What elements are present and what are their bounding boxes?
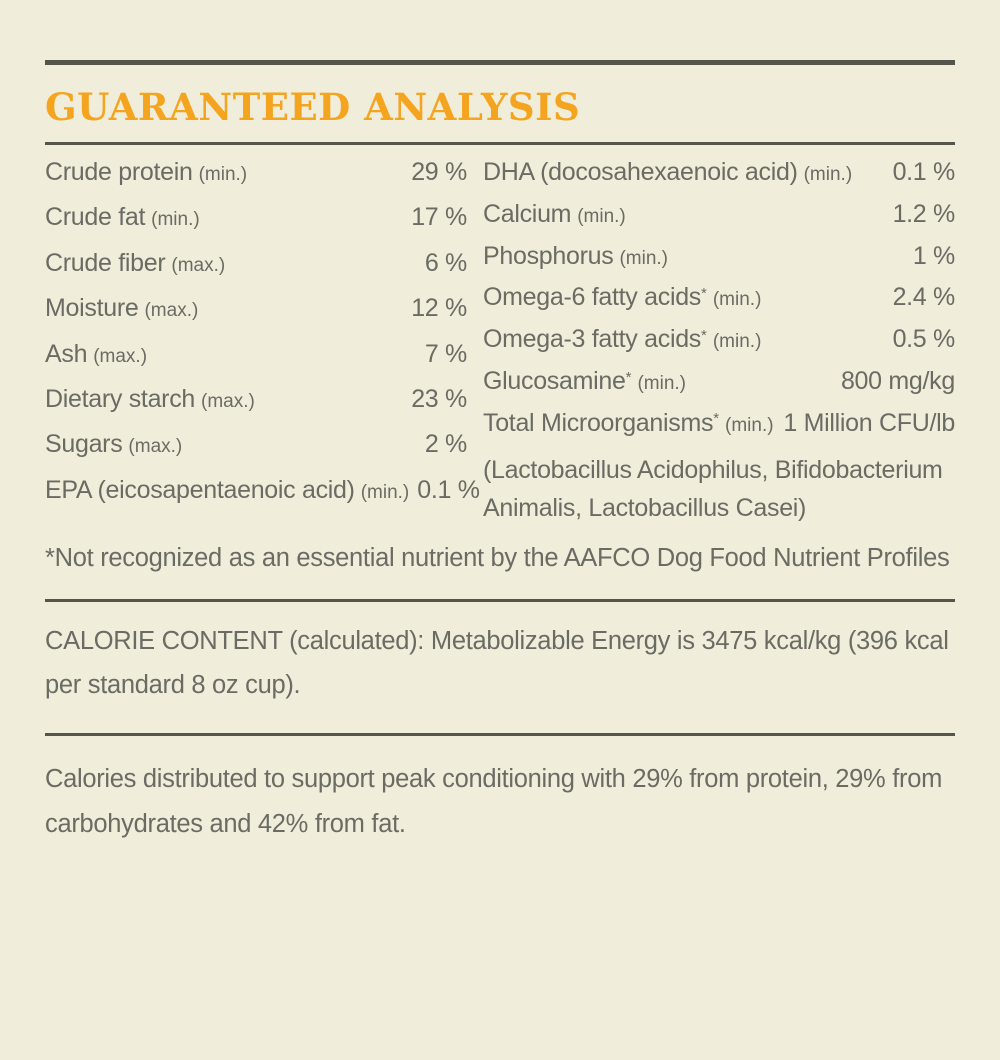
nutrient-value: 0.5 % <box>892 325 955 354</box>
analysis-table <box>45 158 955 527</box>
nutrient-value: 1 Million CFU/lb <box>783 408 955 437</box>
nutrient-value: 800 mg/kg <box>840 366 955 395</box>
nutrient-qualifier: (max.) <box>144 300 199 322</box>
nutrient-value: 1 % <box>912 241 955 270</box>
asterisk-marker: * <box>625 368 632 386</box>
analysis-row-phosphorus <box>483 242 955 284</box>
nutrient-value: 0.1 % <box>417 475 480 504</box>
nutrient-value: 6 % <box>424 248 467 277</box>
nutrient-name: Phosphorus <box>483 241 614 270</box>
analysis-row-omega-6 <box>483 283 955 325</box>
analysis-column-left <box>45 158 480 527</box>
analysis-row-calcium <box>483 200 955 242</box>
analysis-row-omega-3 <box>483 325 955 367</box>
microorganisms-species-list: (Lactobacillus Acidophilus, Bifidobacterium Animalis, Lactobacillus Casei) <box>483 455 943 522</box>
nutrient-qualifier: (min.) <box>712 289 762 311</box>
nutrient-value: 17 % <box>411 203 467 232</box>
analysis-row-ash <box>45 340 467 385</box>
analysis-row-total-microorganisms <box>483 409 955 451</box>
analysis-row-crude-fat <box>45 203 467 248</box>
analysis-row-moisture <box>45 294 467 339</box>
title-divider <box>45 142 955 145</box>
calorie-divider <box>45 599 955 602</box>
nutrient-name: Crude fat <box>45 203 146 232</box>
nutrient-value: 2 % <box>424 430 467 459</box>
analysis-row-dietary-starch <box>45 385 467 430</box>
nutrient-name: Ash <box>45 339 88 368</box>
nutrient-value: 23 % <box>411 384 467 413</box>
nutrient-value: 7 % <box>424 339 467 368</box>
analysis-row-crude-fiber <box>45 249 467 294</box>
calorie-distribution-text: Calories distributed to support peak conditioning with 29% from protein, 29% from carbohydrates and 42% from fat. <box>45 764 943 838</box>
nutrient-name: Dietary starch <box>45 384 196 413</box>
nutrient-qualifier: (max.) <box>128 436 183 458</box>
nutrient-name: Glucosamine <box>483 366 626 395</box>
nutrient-name: Moisture <box>45 294 139 323</box>
section-title: GUARANTEED ANALYSIS <box>45 85 581 129</box>
nutrient-name: Omega-6 fatty acids <box>483 283 702 312</box>
distribution-divider <box>45 733 955 736</box>
nutrient-value: 0.1 % <box>892 158 955 186</box>
nutrient-name: Crude protein <box>45 158 193 186</box>
nutrient-qualifier: (max.) <box>201 390 255 412</box>
nutrient-qualifier: (min.) <box>619 247 668 269</box>
nutrient-qualifier: (min.) <box>803 164 853 185</box>
top-divider <box>45 60 955 65</box>
nutrient-name: Calcium <box>483 199 572 228</box>
analysis-row-sugars <box>45 430 467 475</box>
nutrient-value: 1.2 % <box>892 199 955 228</box>
nutrient-value: 12 % <box>411 294 467 323</box>
asterisk-marker: * <box>713 410 720 428</box>
calorie-content-text: CALORIE CONTENT (calculated): Metabolizable Energy is 3475 kcal/kg (396 kcal per standard 8 oz cup). <box>45 626 949 699</box>
analysis-row-dha <box>483 158 955 200</box>
analysis-row-epa <box>45 475 480 521</box>
analysis-row-glucosamine <box>483 367 955 409</box>
nutrient-value: 29 % <box>411 158 467 186</box>
nutrient-name: Sugars <box>45 430 123 459</box>
nutrient-qualifier: (max.) <box>171 254 226 276</box>
nutrient-qualifier: (min.) <box>725 414 774 436</box>
asterisk-marker: * <box>701 326 707 344</box>
nutrient-qualifier: (min.) <box>360 481 410 503</box>
nutrient-name: DHA (docosahexaenoic acid) <box>483 158 798 186</box>
nutrient-qualifier: (min.) <box>637 372 687 394</box>
nutrient-name: Omega-3 fatty acids <box>483 325 702 354</box>
nutrient-name: Total Microorganisms <box>483 408 714 437</box>
nutrient-qualifier: (max.) <box>93 345 148 367</box>
nutrient-qualifier: (min.) <box>151 209 200 231</box>
nutrient-value: 2.4 % <box>892 283 955 312</box>
analysis-row-crude-protein <box>45 158 467 203</box>
nutrient-qualifier: (min.) <box>198 164 248 185</box>
nutrient-qualifier: (min.) <box>577 205 626 227</box>
nutrient-qualifier: (min.) <box>712 331 762 353</box>
nutrient-name: Crude fiber <box>45 248 166 277</box>
analysis-column-right <box>483 158 955 527</box>
aafco-footnote: *Not recognized as an essential nutrient by the AAFCO Dog Food Nutrient Profiles <box>45 543 950 572</box>
guaranteed-analysis-panel <box>0 60 1000 1060</box>
asterisk-marker: * <box>701 285 707 303</box>
nutrient-name: EPA (eicosapentaenoic acid) <box>45 475 355 504</box>
